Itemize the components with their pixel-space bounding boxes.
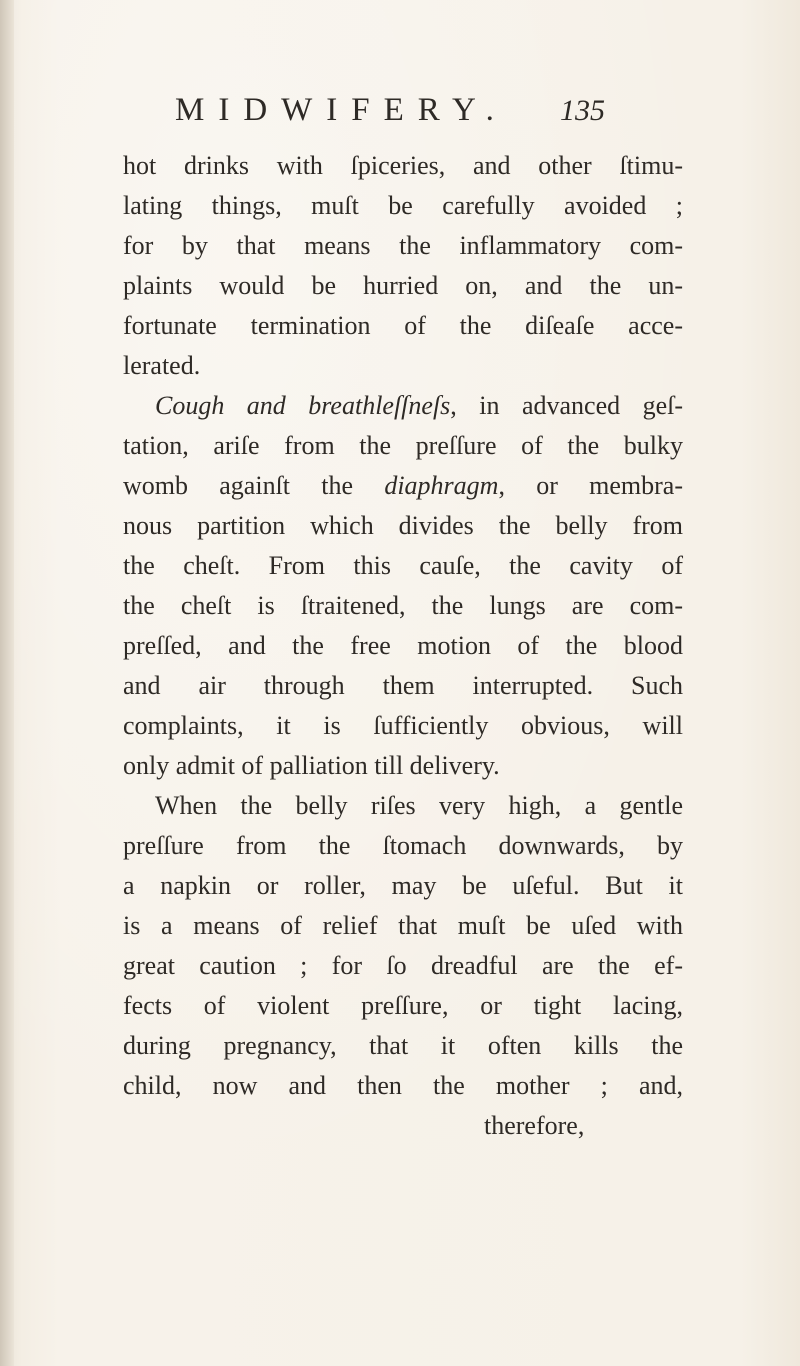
text-line [155,386,683,426]
text-line: child, now and then the mother ; and, [123,1071,683,1100]
text-line: fects of violent preſſure, or tight lacing, [123,991,683,1020]
text-line [123,466,683,506]
text-line: great caution ; for ſo dreadful are the ef- [123,951,683,980]
text-line: plaints would be hurried on, and the un- [123,271,683,300]
italic-phrase: Cough and breathleſſneſs [155,391,451,420]
text-span: , or membra- [498,471,683,500]
italic-phrase: diaphragm [384,471,499,500]
text-line: complaints, it is ſufficiently obvious, will [123,711,683,740]
running-head: MIDWIFERY. [175,92,508,128]
catchword: therefore, [484,1111,585,1140]
text-line: and air through them interrupted. Such [123,671,683,700]
text-line: preſſure from the ſtomach downwards, by [123,831,683,860]
text-line: lating things, muſt be carefully avoided ; [123,191,683,220]
text-line: nous partition which divides the belly from [123,511,683,540]
text-line: preſſed, and the free motion of the blood [123,631,683,660]
text-line: When the belly riſes very high, a gentle [155,791,683,820]
text-line: the cheſt. From this cauſe, the cavity of [123,551,683,580]
text-line: hot drinks with ſpiceries, and other ſtimu- [123,151,683,180]
text-line: during pregnancy, that it often kills the [123,1031,683,1060]
text-span: , in advanced geſ- [450,391,683,420]
text-line: lerated. [123,351,201,380]
page-number: 135 [560,94,605,127]
text-line: for by that means the inflammatory com- [123,231,683,260]
page-gutter [0,0,14,1366]
text-span: womb againſt the [123,471,385,500]
text-line: the cheſt is ſtraitened, the lungs are com- [123,591,683,620]
text-line: tation, ariſe from the preſſure of the bulky [123,431,683,460]
text-line: is a means of relief that muſt be uſed with [123,911,683,940]
text-line: fortunate termination of the diſeaſe acce- [123,311,683,340]
text-line: only admit of palliation till delivery. [123,751,500,780]
text-line: a napkin or roller, may be uſeful. But it [123,871,683,900]
